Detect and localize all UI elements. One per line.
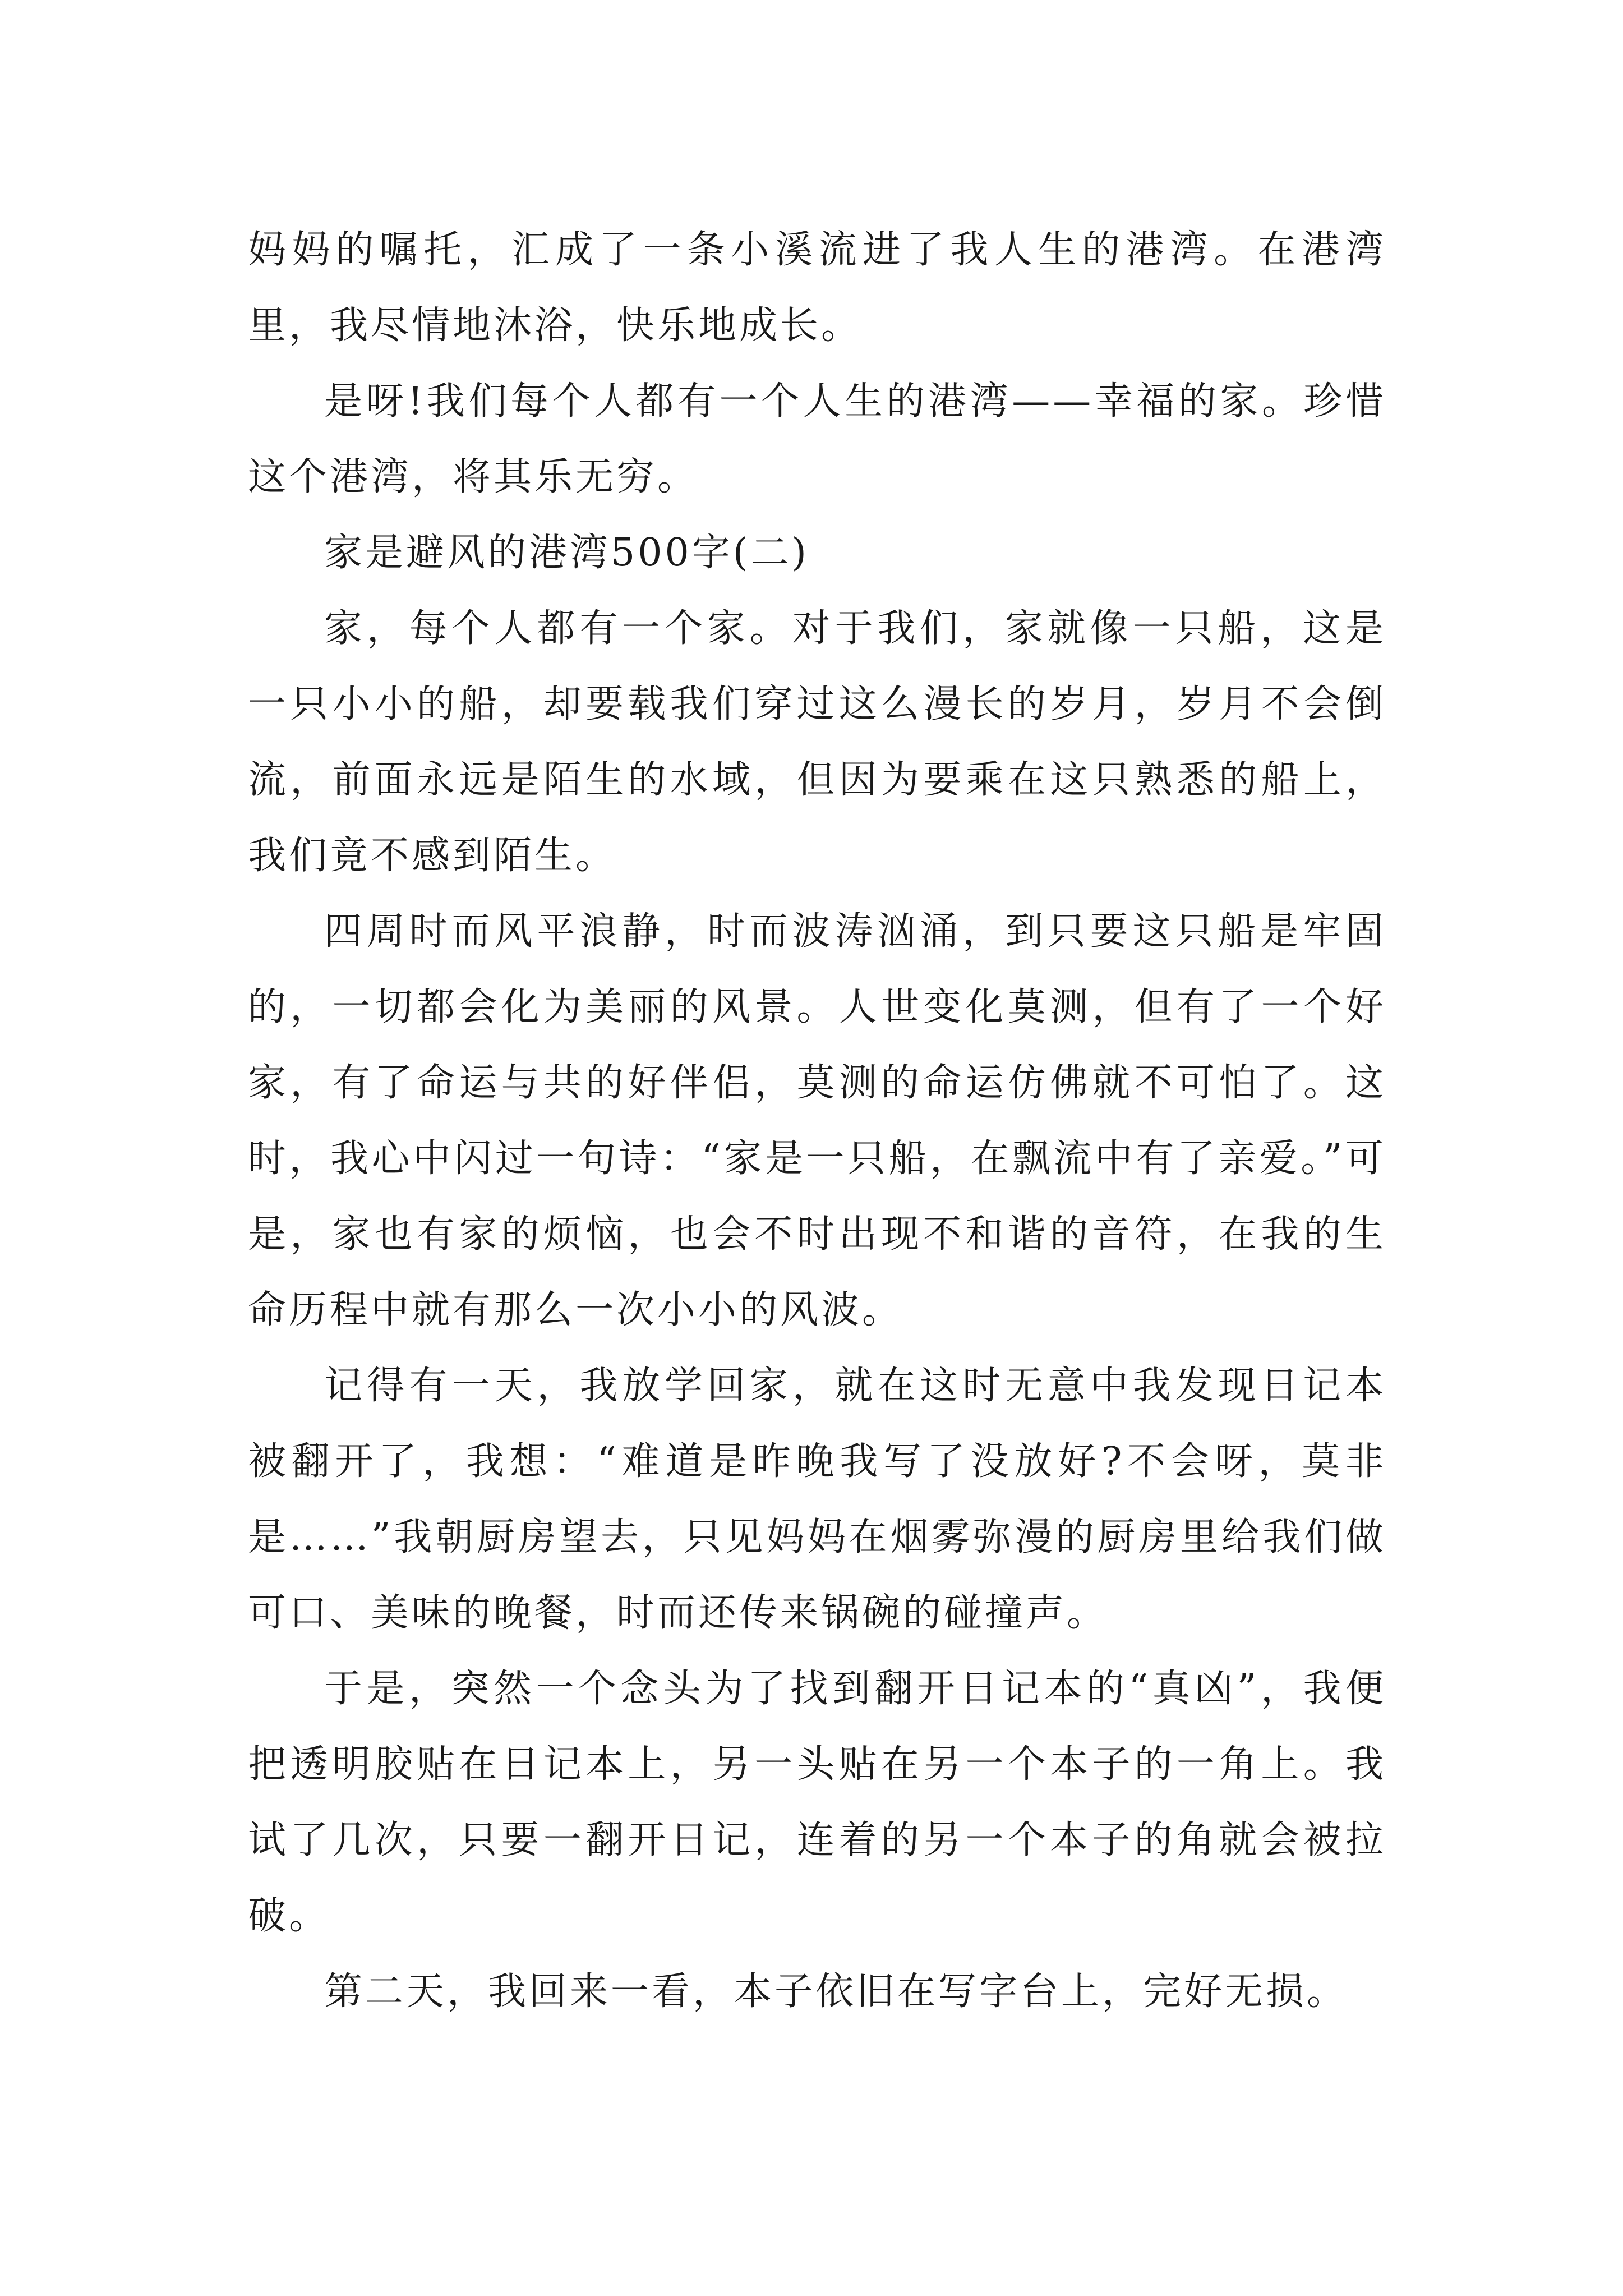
paragraph: 于是，突然一个念头为了找到翻开日记本的“真凶”，我便把透明胶贴在日记本上，另一头贴在另一个本子的一角上。我试了几次，只要一翻开日记，连着的另一个本子的角就会被拉破。	[248, 1667, 1386, 1938]
paragraph: 四周时而风平浪静，时而波涛汹涌，到只要这只船是牢固的，一切都会化为美丽的风景。人世变化莫测，但有了一个好家，有了命运与共的好伴侣，莫测的命运仿佛就不可怕了。这时，我心中闪过一句诗：“家是一只船，在飘流中有了亲爱。”可是，家也有家的烦恼，也会不时出现不和谐的音符，在我的生命历程中就有那么一次小小的风波。	[248, 909, 1386, 1332]
paragraph: 家，每个人都有一个家。对于我们，家就像一只船，这是一只小小的船，却要载我们穿过这么漫长的岁月，岁月不会倒流，前面永远是陌生的水域，但因为要乘在这只熟悉的船上，我们竟不感到陌生。	[248, 606, 1386, 878]
paragraph: 是呀!我们每个人都有一个人生的港湾——幸福的家。珍惜这个港湾，将其乐无穷。	[248, 379, 1386, 499]
paragraph: 记得有一天，我放学回家，就在这时无意中我发现日记本被翻开了，我想：“难道是昨晚我写了没放好?不会呀，莫非是……”我朝厨房望去，只见妈妈在烟雾弥漫的厨房里给我们做可口、美味的晚餐，时而还传来锅碗的碰撞声。	[248, 1364, 1386, 1635]
paragraph: 第二天，我回来一看，本子依旧在写字台上，完好无损。	[324, 1970, 1348, 2014]
document-body	[248, 212, 1386, 2030]
paragraph-continuation: 妈妈的嘱托，汇成了一条小溪流进了我人生的港湾。在港湾里，我尽情地沐浴，快乐地成长。	[248, 228, 1386, 348]
section-heading: 家是避风的港湾500字(二)	[324, 531, 809, 575]
